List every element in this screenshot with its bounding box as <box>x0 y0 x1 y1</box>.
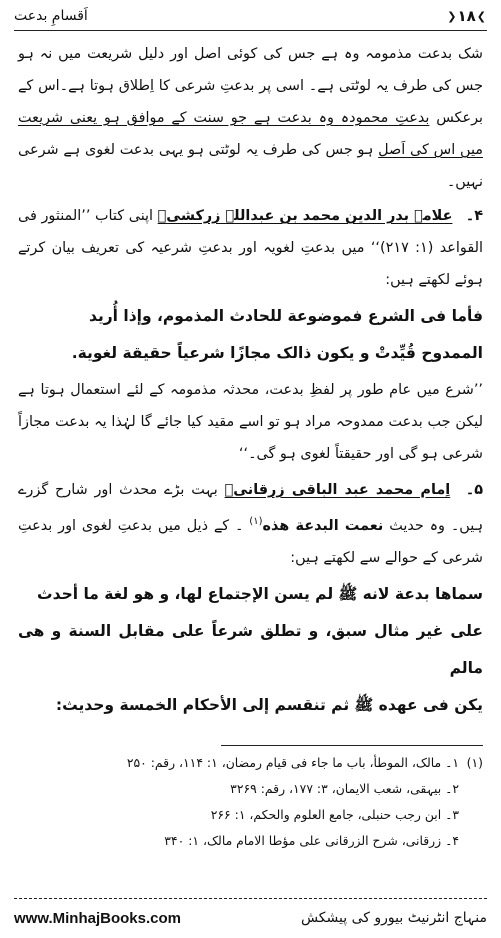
arabic-quote <box>18 298 483 372</box>
text-line: اپنی کتاب ’’المنثور فی القواعد (۱: ۲۱۷)‘‘ <box>18 208 483 256</box>
text-line: ’’شرع میں عام طور پر لفظِ بدعت، محدثہ مذمومہ کے لئے استعمال ہوتا ہے لیکن <box>18 382 483 430</box>
page-header <box>14 4 487 28</box>
arabic-line: على غير مثال سبق، و تطلق شرعاً على مقابل السنة و هى مالم <box>18 621 483 677</box>
item-5 <box>18 474 483 574</box>
item-number: ۴۔ <box>465 208 484 224</box>
footnote: ۲۔ بیہقی، شعب الایمان، ۳: ۱۷۷، رقم: ۳۲۶۹ <box>230 781 459 796</box>
arabic-quote <box>18 576 483 724</box>
page-number <box>446 7 487 25</box>
publisher-credit: منہاج انٹرنیٹ بیورو کی پیشکش <box>300 910 487 926</box>
scholar-name: علامہ بدر الدین محمد بن عبداللہ زرکشیؒ <box>157 208 453 224</box>
item-4 <box>18 200 483 296</box>
text-line: بدعتِ محمودہ وہ بدعت ہے جو سنت کے موافق ہو یعنی شریعت میں اس کی اَصل <box>18 110 483 158</box>
running-title: اَقسامِ بدعت <box>14 8 88 24</box>
text-line: طرف یہ لوٹتی ہے۔ اسی پر بدعتِ شرعی کا اِطلاق ہوتا ہے۔اس کے برعکس <box>18 78 484 126</box>
paragraph <box>18 38 483 198</box>
text-line: شک بدعت مذمومہ وہ ہے جس کی کوئی اصل اور دلیل شریعت میں نہ ہو جس کی <box>18 46 483 94</box>
item-number: ۵۔ <box>465 482 484 498</box>
header-rule <box>14 30 487 31</box>
arabic-line: سماها بدعة لانه ﷺ لم يسن الإجتماع لها، و هو لغة ما أحدث <box>37 584 483 603</box>
website-link[interactable]: www.MinhajBooks.com <box>14 909 181 927</box>
text-line: بہت بڑے محدث اور شارح گزرے ہیں۔ وہ حدیث <box>18 482 484 534</box>
footnotes <box>18 750 483 854</box>
footnote: ۴۔ زرقانی، شرح الزرقانی علی مؤطا الامام مالک، ۱: ۳۴۰ <box>164 833 459 848</box>
scholar-name: اِمام محمد عبد الباقی زرقانیؒ <box>224 482 451 498</box>
hadith-title: نعمت البدعة هذه <box>262 517 384 534</box>
text-line: لکھتے ہیں: <box>290 549 356 566</box>
arabic-line: الممدوح قُيِّدتْ و يكون ذالک مجازًا شرعياً حقيقة لغوية. <box>71 344 483 362</box>
main-text <box>18 38 483 726</box>
footnote-ref: (۱) <box>249 516 263 527</box>
page-number-value: ۱۸ <box>457 7 476 25</box>
footnote: ۳۔ ابن رجب حنبلی، جامع العلوم والحکم، ۱: ۲۶۶ <box>210 807 459 822</box>
footnote-rule <box>221 745 483 746</box>
arabic-line: يكن فى عهده ﷺ ثم تنقسم إلى الأحكام الخمسة وحديث: <box>55 695 483 714</box>
text-line: ۔ کے ذیل میں بدعتِ لغوی اور بدعتِ شرعی کے حوالے سے <box>18 517 483 566</box>
footnote <box>18 750 483 776</box>
ornament-left: ❮ <box>447 9 457 23</box>
arabic-line: فأما فى الشرع فموضوعة للحادث المذموم، وإذا أُريد <box>88 307 483 325</box>
ornament-right: ❯ <box>476 9 486 23</box>
text-line: جب بدعت ممدوحہ مراد ہو تو اسے مقید کیا جائے گا لہٰذا یہ بدعت مجازاً شرعی ہو گی <box>18 414 483 462</box>
footer-rule <box>14 898 487 899</box>
footnote-text: ۱۔ مالک، الموطأ، باب ما جاء فی قیام رمضان، ۱: ۱۱۴، رقم: ۲۵۰ <box>126 755 459 770</box>
footnote-mark: (۱) <box>466 755 483 770</box>
translation <box>18 374 483 470</box>
page-footer <box>14 904 487 932</box>
text-line: میں بدعتِ لغویہ اور بدعتِ شرعیہ کی تعریف بیان کرتے ہوئے لکھتے ہیں: <box>18 240 483 288</box>
text-line: ہو جس کی طرف یہ لوٹتی ہو یہی بدعت لغوی ہے شرعی نہیں۔ <box>18 142 483 190</box>
text-line: اور حقیقتاً لغوی ہو گی۔‘‘ <box>238 446 394 462</box>
